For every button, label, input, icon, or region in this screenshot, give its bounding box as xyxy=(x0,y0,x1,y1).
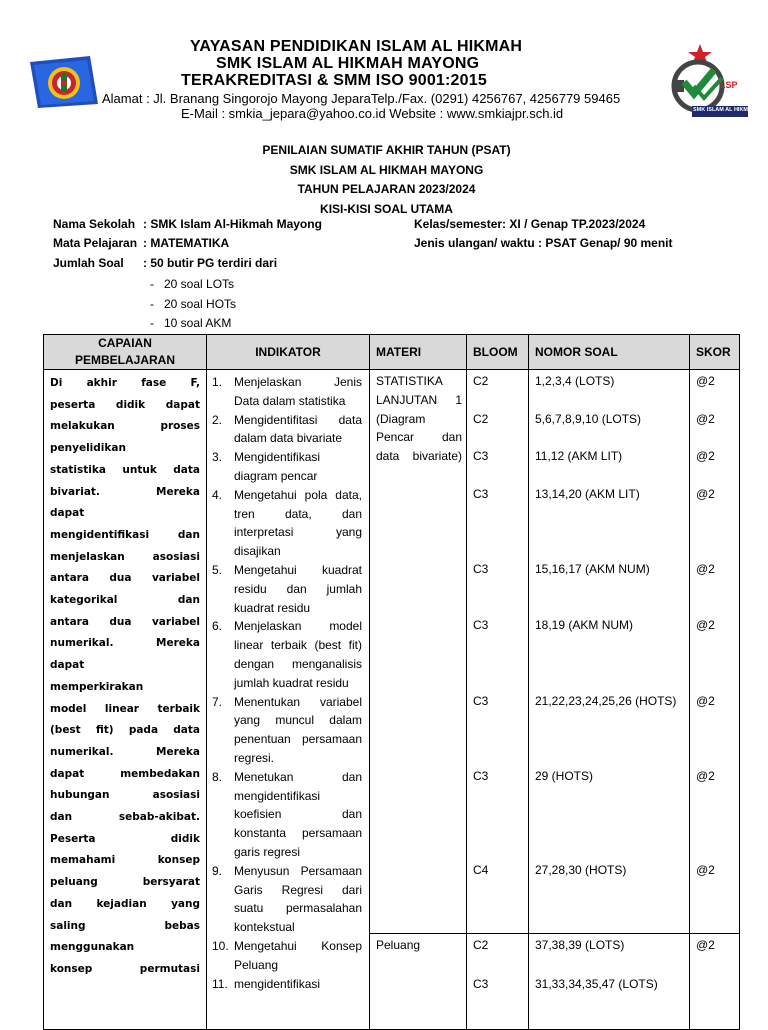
capaian-line: peluang bersyarat xyxy=(50,876,200,889)
header-bloom: BLOOM xyxy=(467,335,529,370)
lsp-logo-caption: SMK ISLAM AL HIKMAH xyxy=(693,107,756,113)
school-logo-left xyxy=(28,54,100,110)
doc-title xyxy=(0,141,768,219)
capaian-line: model linear terbaik xyxy=(50,702,200,715)
capaian-line: memperkirakan xyxy=(50,680,144,693)
indikator-line: Mengidentifitasi data xyxy=(234,412,362,427)
bloom-value: C3 xyxy=(473,618,489,633)
indikator-line: Menyusun Persamaan xyxy=(234,863,362,878)
bloom-value: C4 xyxy=(473,862,489,877)
indikator-item xyxy=(212,411,362,449)
indikator-line: mengidentifikasi xyxy=(234,976,321,991)
indikator-line: residu dan jumlah xyxy=(234,581,362,596)
bloom-value: C3 xyxy=(473,486,489,501)
skor-value: @2 xyxy=(696,768,715,783)
capaian-line: statistika untuk data xyxy=(50,463,200,476)
indikator-item xyxy=(212,937,362,975)
skor-value: @2 xyxy=(696,693,715,708)
indikator-line: mengidentifikasi xyxy=(234,788,321,803)
capaian-line: dan sebab-akibat. xyxy=(50,811,200,824)
info-school-label: Nama Sekolah xyxy=(53,217,136,231)
letterhead-school-name: SMK ISLAM AL HIKMAH MAYONG xyxy=(216,55,480,72)
indikator-item xyxy=(212,373,362,411)
capaian-line: saling bebas xyxy=(50,919,200,932)
school-crest-icon xyxy=(28,54,100,110)
nomor-soal-value: 29 (HOTS) xyxy=(535,768,594,783)
indikator-line: Mengidentifikasi xyxy=(234,450,321,465)
indikator-line: Menetukan dan xyxy=(234,769,362,784)
indikator-item xyxy=(212,693,362,768)
breakdown-item: - 20 soal HOTs xyxy=(150,296,237,311)
nomor-soal-value: 1,2,3,4 (LOTS) xyxy=(535,374,615,388)
table-header-row xyxy=(44,335,740,370)
nomor-soal-value: 37,38,39 (LOTS) xyxy=(535,938,625,952)
materi-divider xyxy=(369,933,467,934)
indikator-number: 5. xyxy=(212,562,223,577)
skor-value: @2 xyxy=(696,486,715,501)
info-count-label: Jumlah Soal xyxy=(53,256,124,270)
header-capaian: CAPAIAN PEMBELAJARAN xyxy=(44,335,207,370)
indikator-number: 7. xyxy=(212,694,223,709)
capaian-line: penyelidikan xyxy=(50,442,126,455)
indikator-number: 11. xyxy=(212,976,228,991)
capaian-line: memahami konsep xyxy=(50,854,200,867)
indikator-line: yang muncul dalam xyxy=(234,713,362,728)
materi-line: Pencar dan xyxy=(376,430,462,445)
indikator-line: Mengetahui Konsep xyxy=(234,938,362,953)
materi-line: data bivariate) xyxy=(376,449,462,464)
indikator-number: 1. xyxy=(212,375,223,389)
capaian-line: dan kejadian yang xyxy=(50,897,200,910)
breakdown-item: - 10 soal AKM xyxy=(150,316,232,330)
capaian-line: numerikal. Mereka xyxy=(50,745,200,758)
indikator-number: 4. xyxy=(212,487,223,502)
indikator-line: linear terbaik (best fit) xyxy=(234,638,362,653)
title-line-2: SMK ISLAM AL HIKMAH MAYONG xyxy=(289,162,484,177)
indikator-number: 9. xyxy=(212,863,223,878)
letterhead-foundation: YAYASAN PENDIDIKAN ISLAM AL HIKMAH xyxy=(190,38,523,55)
capaian-line: melakukan proses xyxy=(50,420,200,433)
indikator-line: Menentukan variabel xyxy=(234,694,362,709)
capaian-line: hubungan asosiasi xyxy=(50,789,200,802)
bloom-value: C3 xyxy=(473,449,489,464)
indikator-line: koefisien dan xyxy=(234,807,362,822)
indikator-line: Data dalam statistika xyxy=(234,393,346,408)
lsp-logo-right xyxy=(660,42,756,118)
header-skor: SKOR xyxy=(690,335,740,370)
nomor-soal-value: 11,12 (AKM LIT) xyxy=(535,449,623,464)
capaian-line: menjelaskan asosiasi xyxy=(50,550,200,563)
bloom-value: C3 xyxy=(473,768,489,783)
skor-value: @2 xyxy=(696,374,715,388)
skor-value: @2 xyxy=(696,449,715,464)
info-exam: Jenis ulangan/ waktu : PSAT Genap/ 90 menit xyxy=(414,236,673,250)
info-class: Kelas/semester: XI / Genap TP.2023/2024 xyxy=(414,217,646,231)
title-line-3: TAHUN PELAJARAN 2023/2024 xyxy=(297,182,476,196)
indikator-line: Menjelaskan model xyxy=(234,619,362,634)
indikator-line: konstanta persamaan xyxy=(234,826,362,841)
capaian-line: dapat xyxy=(50,507,85,520)
capaian-line: bivariat. Mereka xyxy=(50,485,200,498)
capaian-cell xyxy=(44,370,207,1030)
header-indikator: INDIKATOR xyxy=(207,335,370,370)
header-nomor-soal: NOMOR SOAL xyxy=(529,335,690,370)
section-divider xyxy=(689,933,740,934)
indikator-line: dalam data bivariate xyxy=(234,431,343,446)
capaian-line: menggunakan xyxy=(50,941,135,954)
indikator-line: suatu permasalahan xyxy=(234,901,362,916)
indikator-line: Mengetahui kuadrat xyxy=(234,562,362,577)
nomor-soal-value: 13,14,20 (AKM LIT) xyxy=(535,486,640,501)
indikator-line: Mengetahui pola data, xyxy=(234,487,362,502)
bloom-cell xyxy=(467,370,529,1030)
capaian-line: antara dua variabel xyxy=(50,572,200,585)
nomor-soal-value: 21,22,23,24,25,26 (HOTS) xyxy=(535,693,677,708)
breakdown-item: - 20 soal LOTs xyxy=(150,277,235,291)
header-materi: MATERI xyxy=(370,335,467,370)
skor-value: @2 xyxy=(696,562,715,576)
indikator-line: disajikan xyxy=(234,544,281,559)
materi-line: (Diagram xyxy=(376,411,426,426)
info-count-value: : 50 butir PG terdiri dari xyxy=(143,256,278,270)
bloom-value: C2 xyxy=(473,374,489,388)
indikator-item xyxy=(212,448,362,486)
table-body-row xyxy=(44,370,740,1030)
section-divider xyxy=(466,933,529,934)
indikator-line: penentuan persamaan xyxy=(234,732,362,747)
capaian-line: kategorikal dan xyxy=(50,594,200,607)
indikator-number: 3. xyxy=(212,450,223,465)
skor-value: @2 xyxy=(696,862,715,877)
capaian-line: konsep permutasi xyxy=(50,962,200,975)
capaian-line: numerikal. Mereka xyxy=(50,637,200,650)
indikator-number: 6. xyxy=(212,619,223,634)
nomor-soal-value: 31,33,34,35,47 (LOTS) xyxy=(535,976,658,991)
indikator-line: Menjelaskan Jenis xyxy=(234,375,362,389)
nomor-cell xyxy=(529,370,690,1030)
nomor-soal-value: 15,16,17 (AKM NUM) xyxy=(535,562,650,576)
title-line-4: KISI-KISI SOAL UTAMA xyxy=(320,201,453,216)
indikator-item xyxy=(212,768,362,862)
letterhead-address: Alamat : Jl. Branang Singorojo Mayong JeparaTelp./Fax. (0291) 4256767, 4256779 59465 xyxy=(102,91,621,106)
indikator-item xyxy=(212,486,362,561)
indikator-item xyxy=(212,617,362,692)
capaian-line: antara dua variabel xyxy=(50,615,200,628)
info-subject-label: Mata Pelajaran xyxy=(53,236,138,250)
letterhead-contact: E-Mail : smkia_jepara@yahoo.co.id Website : www.smkiajpr.sch.id xyxy=(181,106,564,121)
indikator-line: diagram pencar xyxy=(234,468,318,483)
capaian-line: dapat xyxy=(50,659,85,672)
indikator-line: Garis Regresi dari xyxy=(234,882,362,897)
indikator-line: tren data, dan xyxy=(234,506,362,521)
indikator-item xyxy=(212,862,362,937)
indikator-number: 10. xyxy=(212,938,229,953)
indikator-line: interpretasi yang xyxy=(234,525,362,540)
capaian-line: peserta didik dapat xyxy=(50,398,200,411)
nomor-soal-value: 5,6,7,8,9,10 (LOTS) xyxy=(535,411,642,426)
materi-line: STATISTIKA xyxy=(376,374,443,388)
capaian-line: (best fit) pada data xyxy=(50,724,200,737)
indikator-line: kuadrat residu xyxy=(234,600,311,615)
materi-line: Peluang xyxy=(376,938,421,952)
bloom-value: C3 xyxy=(473,693,489,708)
indikator-item xyxy=(212,975,362,994)
letterhead-accreditation: TERAKREDITASI & SMM ISO 9001:2015 xyxy=(181,72,487,89)
bloom-value: C2 xyxy=(473,938,489,952)
indikator-line: regresi. xyxy=(234,750,275,765)
bloom-value: C2 xyxy=(473,411,489,426)
indikator-number: 2. xyxy=(212,412,223,427)
indikator-number: 8. xyxy=(212,769,223,784)
nomor-soal-value: 27,28,30 (HOTS) xyxy=(535,862,627,877)
indikator-cell xyxy=(207,370,370,1030)
capaian-line: dapat membedakan xyxy=(50,767,200,780)
materi-cell xyxy=(370,370,467,1030)
kisi-kisi-table xyxy=(43,334,740,1030)
bloom-value: C3 xyxy=(473,562,489,576)
indikator-line: jumlah kuadrat residu xyxy=(234,675,349,690)
indikator-line: garis regresi xyxy=(234,844,301,859)
indikator-line: dengan menganalisis xyxy=(234,656,362,671)
skor-value: @2 xyxy=(696,618,715,633)
title-line-1: PENILAIAN SUMATIF AKHIR TAHUN (PSAT) xyxy=(262,143,511,157)
indikator-line: Peluang xyxy=(234,957,279,972)
materi-line: LANJUTAN 1 xyxy=(376,392,462,407)
skor-value: @2 xyxy=(696,411,715,426)
skor-value: @2 xyxy=(696,938,715,952)
section-divider xyxy=(528,933,690,934)
indikator-item xyxy=(212,561,362,617)
lsp-logo-text: LSP xyxy=(720,80,738,90)
info-breakdown xyxy=(150,275,236,334)
bloom-value: C3 xyxy=(473,976,489,991)
capaian-line: Di akhir fase F, xyxy=(50,377,200,389)
nomor-soal-value: 18,19 (AKM NUM) xyxy=(535,618,634,633)
capaian-line: Peserta didik xyxy=(50,832,200,845)
skor-cell xyxy=(690,370,740,1030)
info-subject-value: : MATEMATIKA xyxy=(143,236,230,250)
info-school-value: : SMK Islam Al-Hikmah Mayong xyxy=(143,217,322,231)
capaian-line: mengidentifikasi dan xyxy=(50,528,200,541)
indikator-line: kontekstual xyxy=(234,920,295,935)
